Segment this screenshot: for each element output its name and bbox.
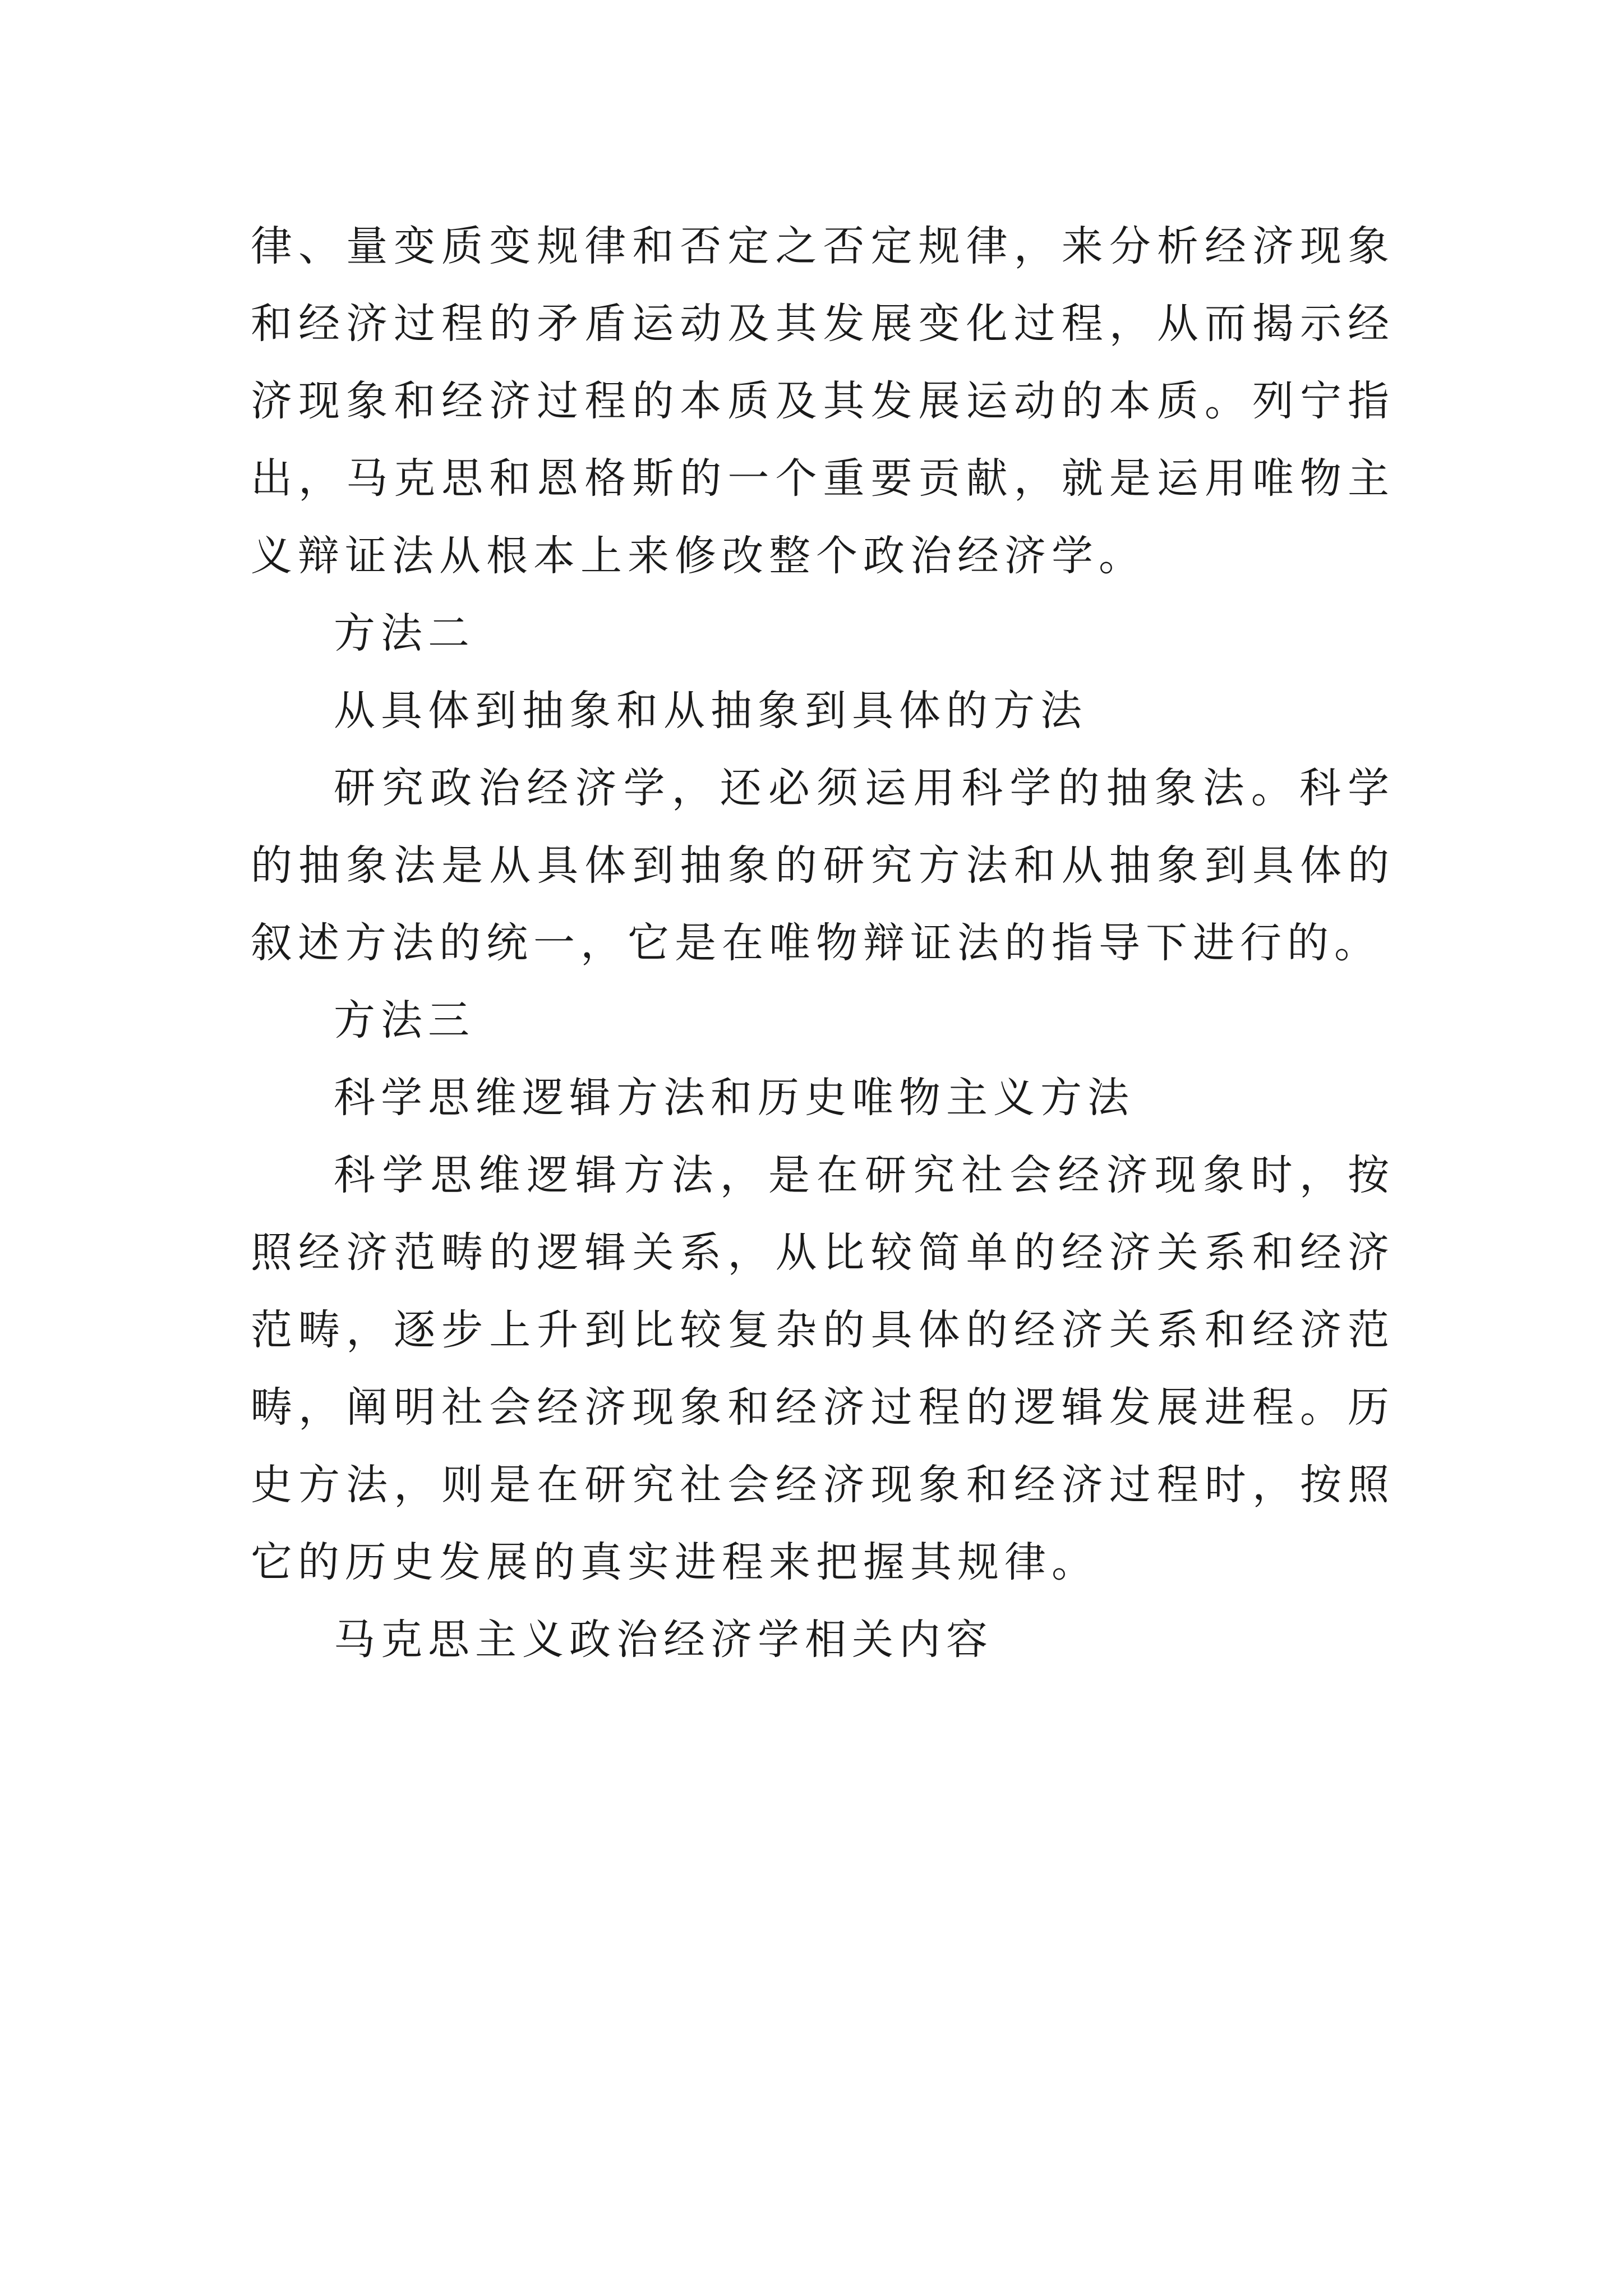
document-body	[251, 208, 1395, 1678]
section-label-method-three: 方法三	[334, 996, 475, 1045]
section-label-method-two: 方法二	[334, 609, 475, 657]
paragraph-logic-history-method: 科学思维逻辑方法，是在研究社会经济现象时，按照经济范畴的逻辑关系，从比较简单的经济关系和经济范畴，逐步上升到比较复杂的具体的经济关系和经济范畴，阐明社会经济现象和经济过程的逻辑发展进程。历史方法，则是在研究社会经济现象和经济过程时，按照它的历史发展的真实进程来把握其规律。	[251, 1151, 1395, 1586]
section-heading-concrete-abstract: 从具体到抽象和从抽象到具体的方法	[334, 687, 1087, 735]
paragraph-continuation: 律、量变质变规律和否定之否定规律，来分析经济现象和经济过程的矛盾运动及其发展变化过程，从而揭示经济现象和经济过程的本质及其发展运动的本质。列宁指出，马克思和恩格斯的一个重要贡献，就是运用唯物主义辩证法从根本上来修改整个政治经济学。	[251, 222, 1395, 580]
paragraph-abstraction-method: 研究政治经济学，还必须运用科学的抽象法。科学的抽象法是从具体到抽象的研究方法和从抽象到具体的叙述方法的统一，它是在唯物辩证法的指导下进行的。	[251, 764, 1395, 967]
section-heading-logic-history: 科学思维逻辑方法和历史唯物主义方法	[334, 1074, 1135, 1122]
section-heading-related-content: 马克思主义政治经济学相关内容	[334, 1616, 993, 1664]
